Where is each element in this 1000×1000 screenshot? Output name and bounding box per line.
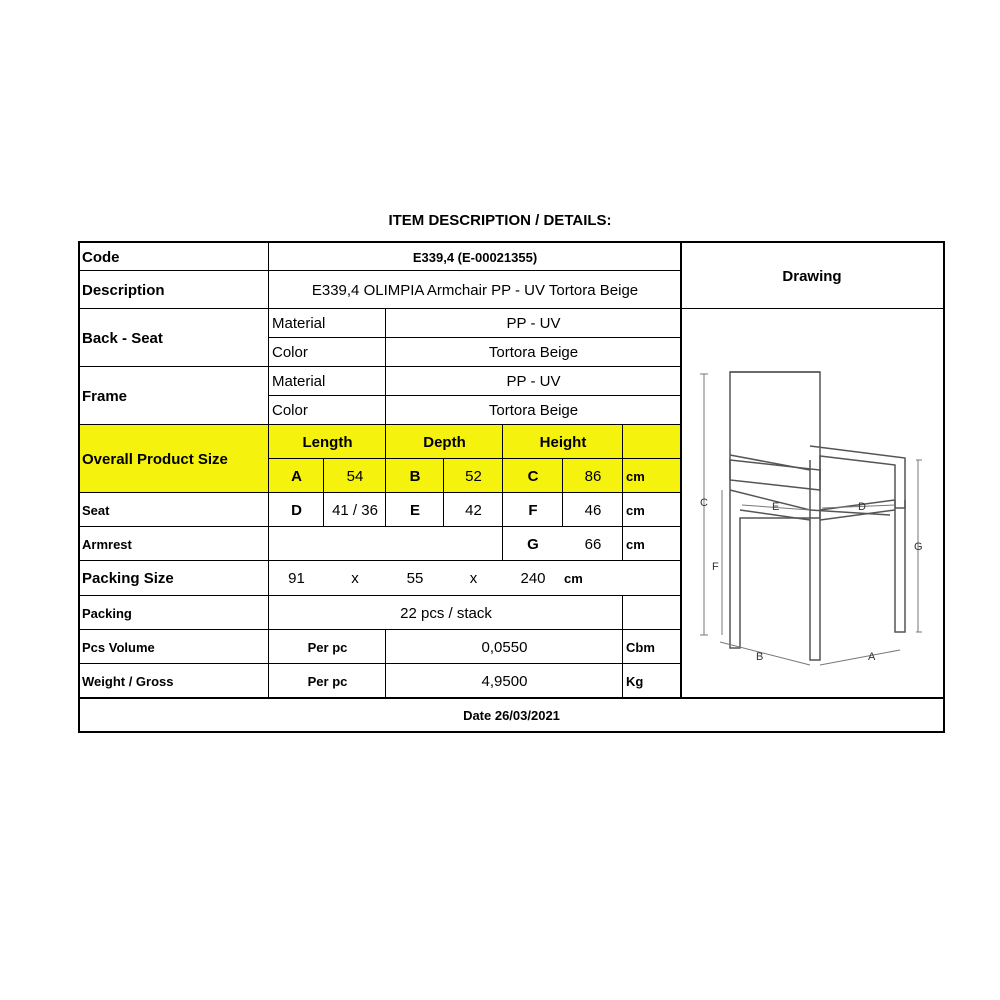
vline-depth-height (502, 425, 503, 561)
page-heading: ITEM DESCRIPTION / DETAILS: (388, 212, 612, 229)
armrest-g-letter: G (527, 535, 539, 553)
frame-material-value: PP - UV (506, 373, 561, 390)
drawing-letter-c: C (700, 497, 708, 509)
hline-desc (78, 308, 945, 309)
frame-color-label: Color (272, 402, 308, 419)
weight-value: 4,9500 (481, 672, 528, 690)
seat-f-value: 46 (584, 501, 602, 519)
drawing-letter-b: B (756, 651, 764, 663)
frame-label: Frame (82, 387, 128, 405)
seat-e-letter: E (409, 501, 420, 519)
overall-unit: cm (626, 468, 645, 484)
volume-unit: Cbm (626, 639, 655, 655)
packing-size-height: 240 (520, 570, 546, 587)
hline-bs (78, 366, 681, 367)
vline-b (443, 459, 444, 527)
drawing-letter-f: F (712, 561, 719, 573)
overall-size-label: Overall Product Size (82, 450, 228, 468)
armrest-unit: cm (626, 536, 645, 552)
frame-material-label: Material (272, 373, 326, 390)
hline-packsize (78, 595, 681, 596)
date-footer: Date 26/03/2021 (463, 707, 560, 723)
chair-drawing (690, 360, 940, 670)
vline-a (323, 459, 324, 527)
back-seat-color-label: Color (272, 344, 308, 361)
vline-per (385, 630, 386, 698)
hline-ov-mid (269, 458, 681, 459)
hline-arm (78, 560, 681, 561)
border-right (943, 241, 945, 733)
seat-unit: cm (626, 502, 645, 518)
packing-size-x2: x (469, 570, 478, 587)
height-header: Height (539, 433, 587, 451)
volume-value: 0,0550 (481, 638, 528, 656)
seat-d-value: 41 / 36 (332, 501, 378, 519)
packing-label: Packing (82, 605, 132, 621)
drawing-letter-g: G (914, 541, 923, 553)
vline-len-depth (385, 425, 386, 527)
length-header: Length (302, 433, 353, 451)
packing-value: 22 pcs / stack (400, 604, 492, 622)
volume-label: Pcs Volume (82, 639, 155, 655)
border-top (78, 241, 945, 243)
drawing-letter-d: D (858, 501, 866, 513)
seat-d-letter: D (291, 501, 302, 519)
hline-code (78, 270, 681, 271)
border-bottom (78, 731, 945, 733)
hline-seat (78, 526, 681, 527)
armrest-g-value: 66 (584, 535, 602, 553)
border-left (78, 241, 80, 733)
vline-bs-sub (385, 309, 386, 425)
hline-fr-mid (269, 395, 681, 396)
overall-b-letter: B (409, 467, 421, 485)
frame-color-value: Tortora Beige (488, 402, 579, 419)
drawing-letter-a: A (868, 651, 876, 663)
description-value: E339,4 OLIMPIA Armchair PP - UV Tortora Beige (311, 281, 639, 299)
back-seat-color-value: Tortora Beige (488, 344, 579, 361)
seat-e-value: 42 (465, 501, 482, 519)
back-seat-material-value: PP - UV (506, 315, 561, 332)
armrest-label: Armrest (82, 536, 132, 552)
code-value: E339,4 (E-00021355) (412, 249, 538, 265)
overall-c-value: 86 (584, 467, 602, 485)
description-label: Description (82, 281, 165, 299)
packing-size-unit: cm (564, 571, 583, 586)
drawing-letter-e: E (772, 501, 780, 513)
volume-per: Per pc (307, 639, 348, 655)
vline-c (562, 459, 563, 527)
drawing-label: Drawing (782, 267, 842, 285)
back-seat-material-label: Material (272, 315, 326, 332)
hline-ov (78, 492, 681, 493)
hline-volume (78, 663, 681, 664)
seat-label: Seat (82, 502, 110, 518)
hline-fr (78, 424, 681, 425)
overall-b-value: 52 (465, 467, 482, 485)
back-seat-label: Back - Seat (82, 329, 163, 347)
packing-size-length: 91 (288, 570, 305, 587)
overall-c-letter: C (527, 467, 539, 485)
packing-size-x1: x (351, 570, 359, 587)
weight-unit: Kg (626, 673, 644, 689)
packing-size-label: Packing Size (82, 570, 174, 587)
hline-packing (78, 629, 681, 630)
overall-a-letter: A (291, 467, 302, 485)
code-label: Code (82, 248, 120, 266)
overall-a-value: 54 (346, 467, 364, 485)
weight-per: Per pc (307, 673, 348, 689)
depth-header: Depth (423, 433, 466, 451)
packing-size-width: 55 (406, 570, 424, 587)
hline-weight (78, 697, 945, 699)
vline-packing-unit (622, 596, 623, 698)
hline-bs-mid (269, 337, 681, 338)
vline-height-unit (622, 425, 623, 561)
weight-label: Weight / Gross (82, 673, 174, 689)
seat-f-letter: F (528, 501, 538, 519)
